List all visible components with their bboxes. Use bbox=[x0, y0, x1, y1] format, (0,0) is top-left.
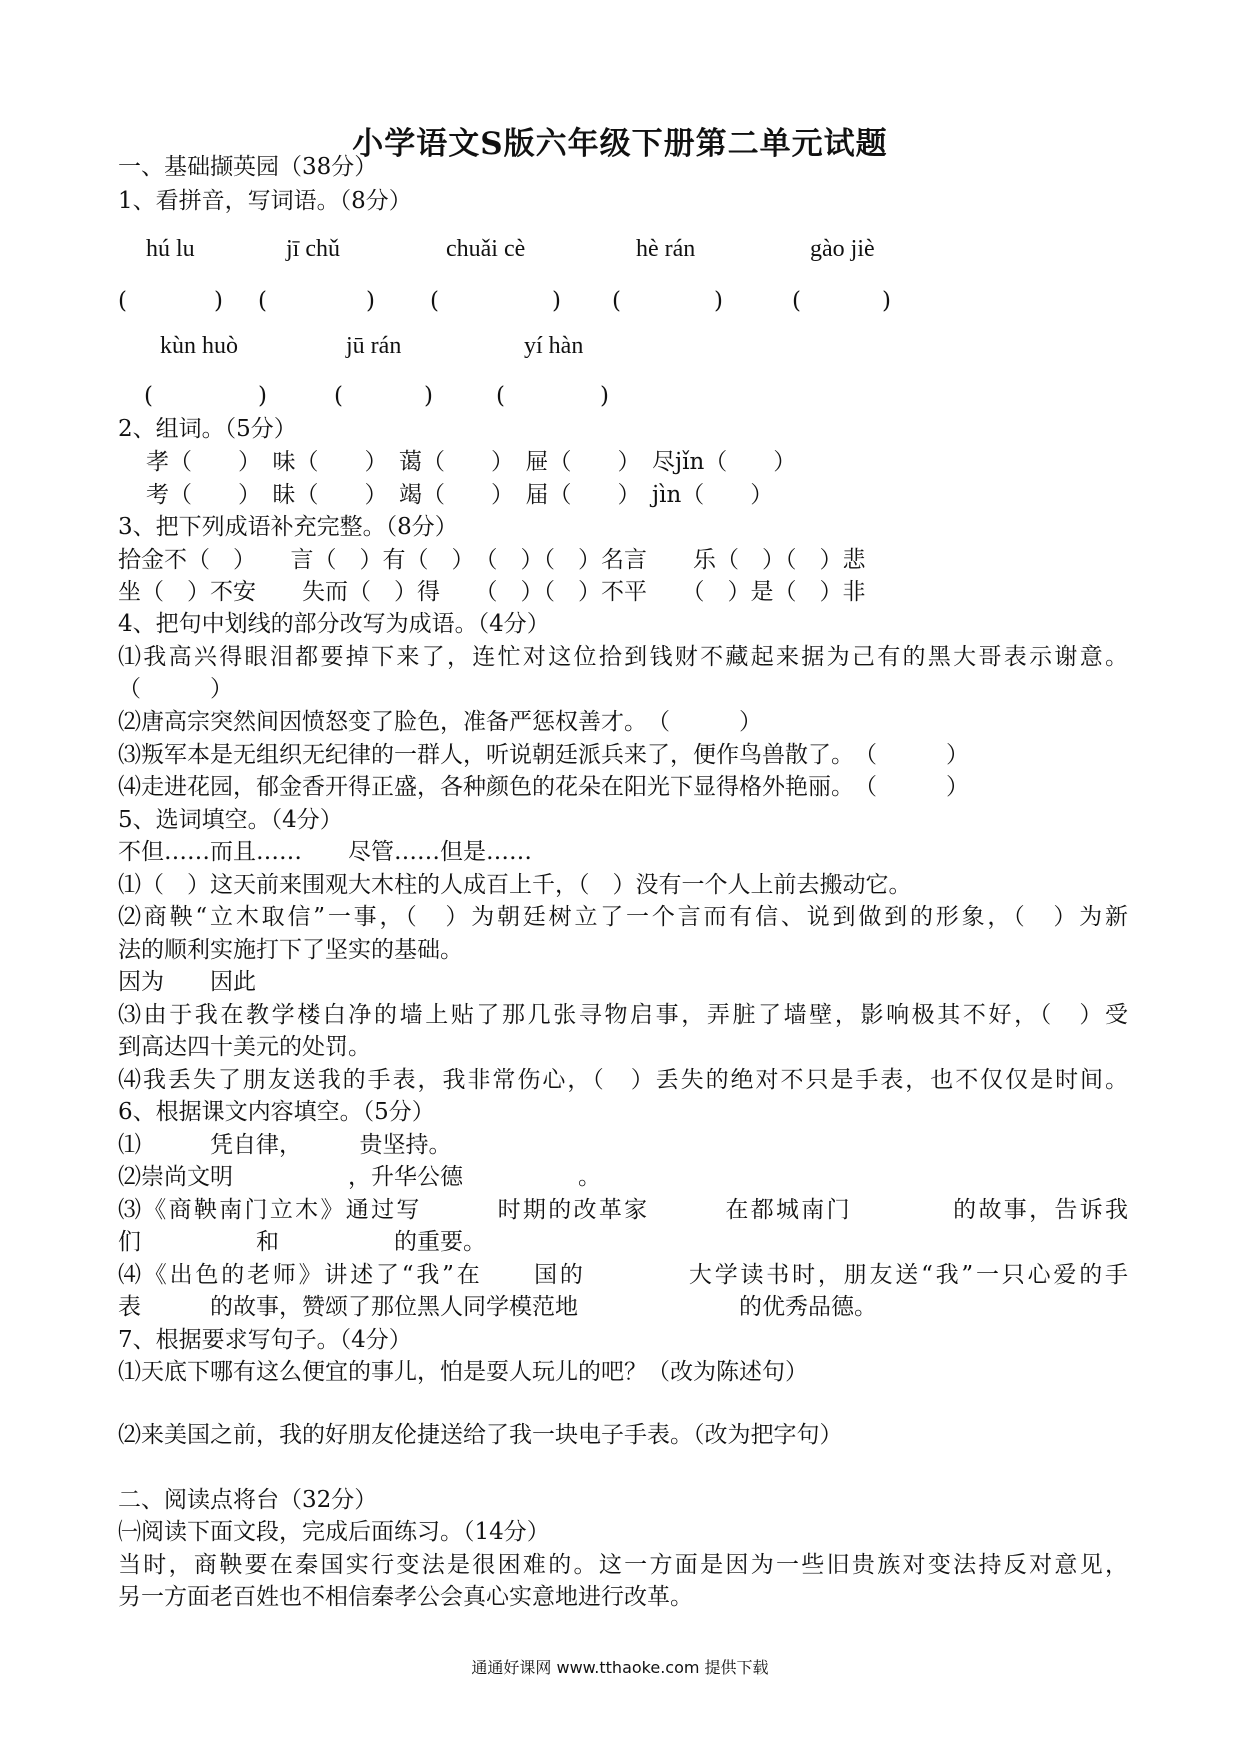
answer-paren-close: ) bbox=[600, 383, 609, 409]
q4-sentence-4: ⑷走进花园，郁金香开得正盛，各种颜色的花朵在阳光下显得格外艳丽。 （ ） bbox=[118, 774, 969, 800]
pinyin-chuaice: chuǎi cè bbox=[446, 236, 526, 262]
q5-sentence-3-cont: 到高达四十美元的处罚。 bbox=[118, 1034, 371, 1060]
pinyin-gaojie: gào jiè bbox=[810, 236, 875, 262]
pinyin-juran: jū rán bbox=[346, 333, 402, 359]
q4-heading: 4、把句中划线的部分改写为成语。（4分） bbox=[118, 611, 550, 637]
answer-paren-open: ( bbox=[430, 288, 439, 314]
q7-heading: 7、根据要求写句子。（4分） bbox=[118, 1327, 412, 1353]
q6-heading: 6、根据课文内容填空。（5分） bbox=[118, 1099, 435, 1125]
q2-line-1: 孝（ ） 味（ ） 蔼（ ） 屉（ ） 尽jǐn（ ） bbox=[146, 449, 797, 475]
q6-item-1: ⑴ 凭自律， 贵坚持。 bbox=[118, 1132, 452, 1158]
answer-paren-open: ( bbox=[144, 383, 153, 409]
answer-paren-close: ) bbox=[366, 288, 375, 314]
pinyin-hulu: hú lu bbox=[146, 236, 195, 262]
answer-paren-close: ) bbox=[214, 288, 223, 314]
q3-line-2: 坐（ ）不安 失而（ ）得 （ ）（ ）不平 （ ）是（ ）非 bbox=[118, 579, 866, 605]
answer-paren-open: ( bbox=[258, 288, 267, 314]
footer-source: 通通好课网 www.tthaoke.com 提供下载 bbox=[471, 1658, 769, 1677]
q5-sentence-4: ⑷我丢失了朋友送我的手表，我非常伤心，（ ）丢失的绝对不只是手表，也不仅仅是时间。 bbox=[118, 1067, 1128, 1093]
pinyin-jichu: jī chǔ bbox=[286, 236, 340, 262]
answer-paren-close: ) bbox=[714, 288, 723, 314]
reading-passage-line-1: 当时，商鞅要在秦国实行变法是很困难的。这一方面是因为一些旧贵族对变法持反对意见， bbox=[118, 1552, 1128, 1578]
q2-heading: 2、组词。（5分） bbox=[118, 416, 297, 442]
section-1-heading: 一、基础撷英园（38分） bbox=[118, 154, 378, 180]
q5-heading: 5、选词填空。（4分） bbox=[118, 807, 343, 833]
q5-choices-2: 因为 因此 bbox=[118, 969, 256, 995]
section-2-heading: 二、阅读点将台（32分） bbox=[118, 1487, 378, 1513]
q3-line-1: 拾金不（ ） 言（ ）有（ ） （ ）（ ）名言 乐（ ）（ ）悲 bbox=[118, 547, 866, 573]
q2-line-2: 考（ ） 昧（ ） 竭（ ） 届（ ） jìn（ ） bbox=[146, 482, 774, 508]
q4-sentence-2: ⑵唐高宗突然间因愤怒变了脸色，准备严惩权善才。 （ ） bbox=[118, 709, 762, 735]
q5-sentence-2-cont: 法的顺利实施打下了坚实的基础。 bbox=[118, 937, 463, 963]
q4-sentence-3: ⑶叛军本是无组织无纪律的一群人，听说朝廷派兵来了，便作鸟兽散了。 （ ） bbox=[118, 742, 969, 768]
q1-heading: 1、看拼音，写词语。（8分） bbox=[118, 188, 412, 214]
answer-paren-open: ( bbox=[496, 383, 505, 409]
answer-paren-close: ) bbox=[552, 288, 561, 314]
answer-paren-open: ( bbox=[334, 383, 343, 409]
q5-choices-1: 不但……而且…… 尽管……但是…… bbox=[118, 839, 532, 865]
pinyin-kunhuo: kùn huò bbox=[160, 333, 238, 359]
q6-item-4-cont: 表 的故事，赞颂了那位黑人同学模范地 的优秀品德。 bbox=[118, 1294, 877, 1320]
q6-item-3: ⑶《商鞅南门立木》通过写 时期的改革家 在都城南门 的故事，告诉我 bbox=[118, 1197, 1128, 1223]
answer-paren-close: ) bbox=[424, 383, 433, 409]
reading-passage-line-2: 另一方面老百姓也不相信秦孝公会真心实意地进行改革。 bbox=[118, 1584, 693, 1610]
q4-sentence-1-answer: （ ） bbox=[118, 676, 233, 702]
page-title: 小学语文S版六年级下册第二单元试题 bbox=[352, 126, 888, 162]
q6-item-2: ⑵崇尚文明 ，升华公德 。 bbox=[118, 1164, 601, 1190]
q6-item-4: ⑷《出色的老师》讲述了“我”在 国的 大学读书时，朋友送“我”一只心爱的手 bbox=[118, 1262, 1128, 1288]
q5-sentence-3: ⑶由于我在教学楼白净的墙上贴了那几张寻物启事，弄脏了墙壁，影响极其不好，（ ）受 bbox=[118, 1002, 1128, 1028]
q4-sentence-1: ⑴我高兴得眼泪都要掉下来了，连忙对这位拾到钱财不藏起来据为己有的黑大哥表示谢意。 bbox=[118, 644, 1128, 670]
q5-sentence-2: ⑵商鞅“立木取信”一事，（ ）为朝廷树立了一个言而有信、说到做到的形象，（ ）为新 bbox=[118, 904, 1128, 930]
answer-paren-close: ) bbox=[258, 383, 267, 409]
q6-item-3-cont: 们 和 的重要。 bbox=[118, 1229, 486, 1255]
reading-1-heading: ㈠阅读下面文段，完成后面练习。（14分） bbox=[118, 1519, 550, 1545]
q5-sentence-1: ⑴（ ）这天前来围观大木柱的人成百上千，（ ）没有一个人上前去搬动它。 bbox=[118, 872, 912, 898]
q7-sentence-2: ⑵来美国之前，我的好朋友伦捷送给了我一块电子手表。（改为把字句） bbox=[118, 1422, 843, 1448]
answer-paren-open: ( bbox=[792, 288, 801, 314]
q3-heading: 3、把下列成语补充完整。（8分） bbox=[118, 514, 458, 540]
pinyin-yihan: yí hàn bbox=[524, 333, 584, 359]
q7-sentence-1: ⑴天底下哪有这么便宜的事儿，怕是耍人玩儿的吧？（改为陈述句） bbox=[118, 1359, 808, 1385]
answer-paren-close: ) bbox=[882, 288, 891, 314]
pinyin-heran: hè rán bbox=[636, 236, 696, 262]
answer-paren-open: ( bbox=[612, 288, 621, 314]
answer-paren-open: ( bbox=[118, 288, 127, 314]
